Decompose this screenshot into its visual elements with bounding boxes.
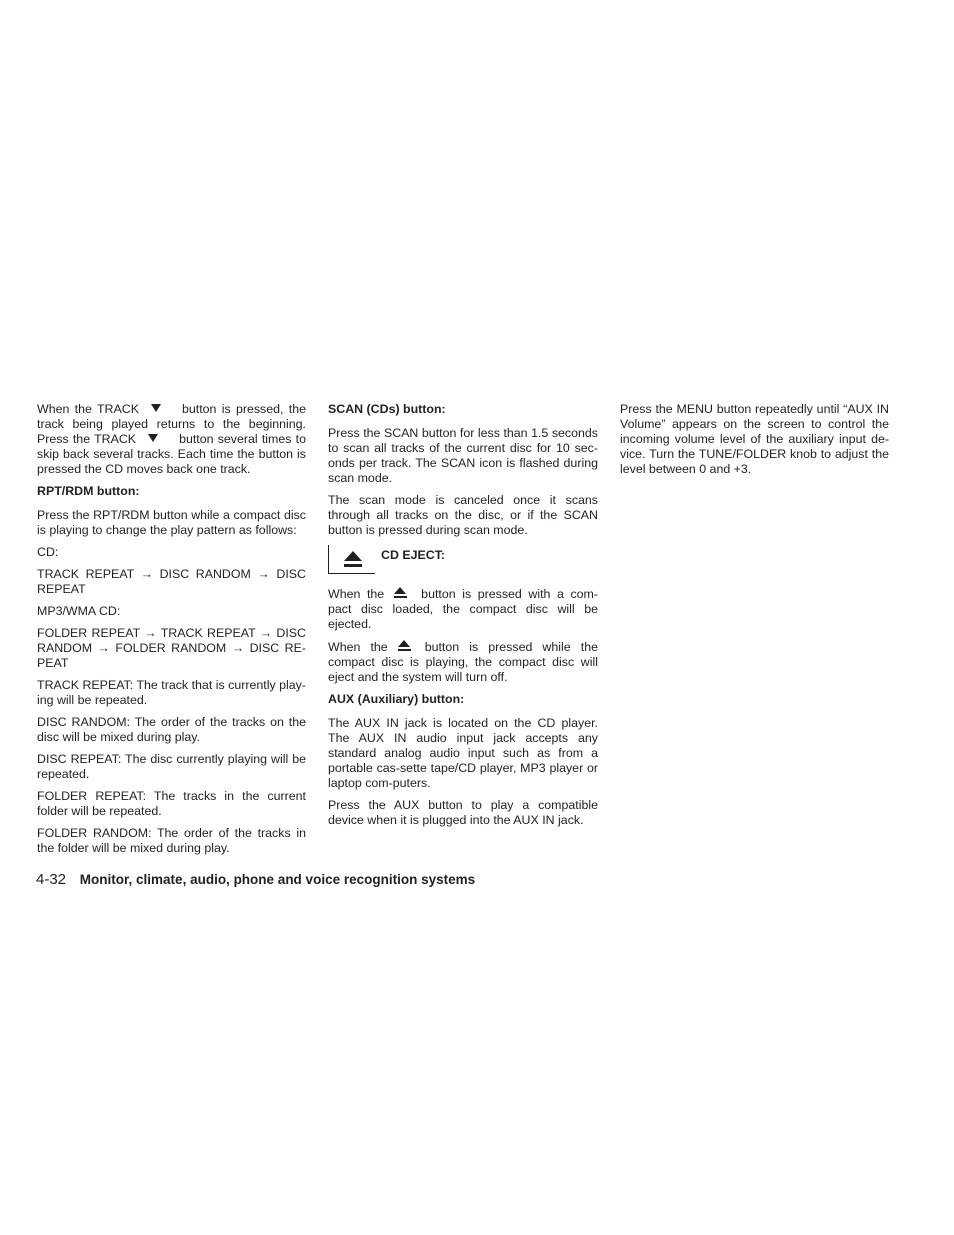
right-column bbox=[620, 402, 889, 484]
page-number: 4-32 bbox=[36, 871, 67, 888]
track-down-paragraph bbox=[37, 402, 306, 477]
disc-random-desc: DISC RANDOM: The order of the tracks on the disc will be mixed during play. bbox=[37, 715, 306, 744]
eject-text-2a: When the bbox=[328, 640, 388, 654]
rpt-rdm-heading: RPT/RDM button: bbox=[37, 484, 140, 498]
track-down-icon bbox=[151, 404, 161, 412]
eject-paragraph-1 bbox=[328, 586, 598, 632]
eject-icon bbox=[394, 587, 407, 599]
cd-sequence: TRACK REPEAT → DISC RANDOM → DISC REPEAT bbox=[37, 567, 306, 596]
page-footer bbox=[36, 871, 475, 888]
eject-icon bbox=[398, 640, 411, 652]
menu-aux-paragraph: Press the MENU button repeatedly until “AUX IN Volume” appears on the screen to control the incoming volume level of the auxiliary input de-vice. Turn the TUNE/FOLDER knob to adjust the level between 0 and +3. bbox=[620, 402, 889, 476]
folder-repeat-desc: FOLDER REPEAT: The tracks in the current folder will be repeated. bbox=[37, 789, 306, 818]
cd-eject-heading: CD EJECT: bbox=[381, 548, 446, 562]
eject-text-1b: button is pressed with a com-pact disc loaded, the compact disc will be ejected. bbox=[328, 587, 598, 631]
section-title: Monitor, climate, audio, phone and voice recognition systems bbox=[79, 872, 476, 887]
mp3-label: MP3/WMA CD: bbox=[37, 604, 121, 618]
cd-eject-heading-block bbox=[328, 545, 598, 574]
left-column bbox=[37, 402, 306, 863]
eject-text-1a: When the bbox=[328, 587, 385, 601]
scan-heading: SCAN (CDs) button: bbox=[328, 402, 446, 416]
track-text-2: button is pressed, the track being played returns to the beginning. Press the TRACK bbox=[37, 402, 307, 446]
scan-paragraph-1: Press the SCAN button for less than 1.5 seconds to scan all tracks of the current disc for 10 sec-onds per track. The SCAN icon is flashed during scan mode. bbox=[328, 426, 598, 485]
cd-label: CD: bbox=[37, 545, 59, 559]
track-text-1: When the TRACK bbox=[37, 402, 139, 416]
eject-text-2b: button is pressed while the compact disc is playing, the compact disc will eject and the system will turn off. bbox=[328, 640, 598, 684]
track-text-3: button several times to skip back several tracks. Each time the button is pressed the CD moves back one track. bbox=[37, 432, 306, 476]
eject-paragraph-2 bbox=[328, 639, 598, 685]
scan-paragraph-2: The scan mode is canceled once it scans through all tracks on the disc, or if the SCAN button is pressed during scan mode. bbox=[328, 493, 598, 537]
aux-paragraph-2: Press the AUX button to play a compatible device when it is plugged into the AUX IN jack. bbox=[328, 798, 598, 827]
aux-paragraph-1: The AUX IN jack is located on the CD player. The AUX IN audio input jack accepts any standard analog audio input such as from a portable cas-sette tape/CD player, MP3 player or laptop com-puters. bbox=[328, 716, 598, 790]
eject-icon bbox=[328, 545, 375, 574]
rpt-rdm-paragraph: Press the RPT/RDM button while a compact disc is playing to change the play pattern as follows: bbox=[37, 508, 306, 537]
mp3-sequence: FOLDER REPEAT → TRACK REPEAT → DISC RANDOM → FOLDER RANDOM → DISC RE-PEAT bbox=[37, 626, 306, 670]
middle-column bbox=[328, 402, 598, 835]
aux-heading: AUX (Auxiliary) button: bbox=[328, 692, 465, 706]
track-down-icon bbox=[148, 434, 158, 442]
folder-random-desc: FOLDER RANDOM: The order of the tracks in the folder will be mixed during play. bbox=[37, 826, 306, 855]
track-repeat-desc: TRACK REPEAT: The track that is currently play-ing will be repeated. bbox=[37, 678, 306, 707]
disc-repeat-desc: DISC REPEAT: The disc currently playing will be repeated. bbox=[37, 752, 306, 781]
